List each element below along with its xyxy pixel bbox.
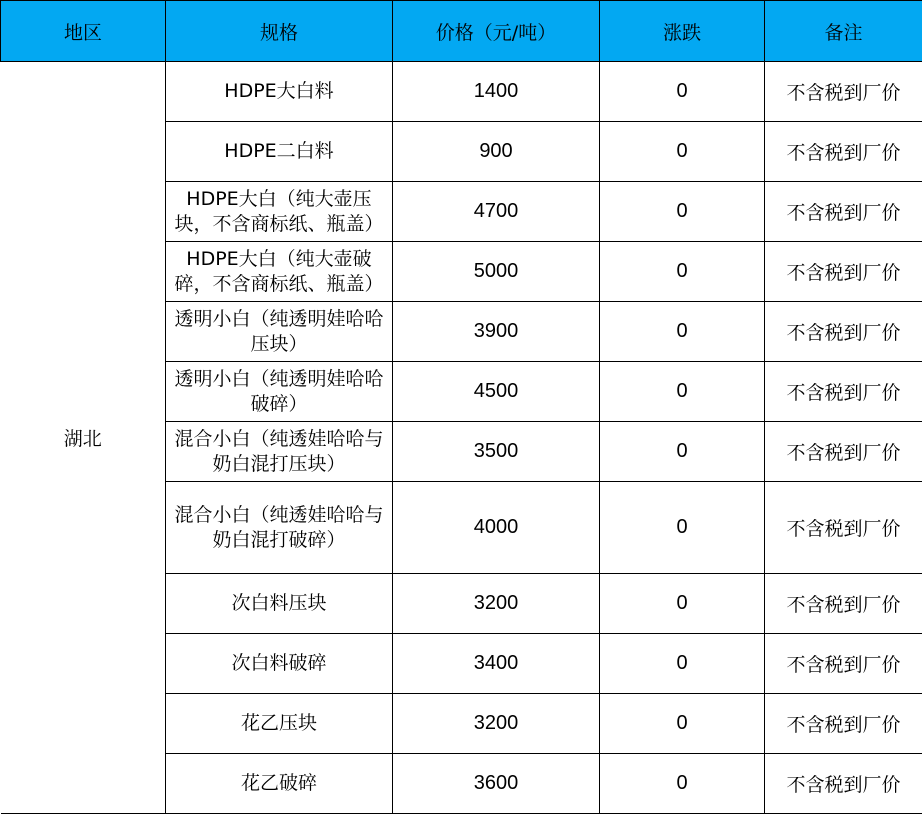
spec-text: 透明小白（纯透明娃哈哈压块） — [172, 307, 386, 357]
note-cell: 不含税到厂价 — [765, 422, 922, 482]
spec-cell — [166, 362, 393, 422]
spec-text: 次白料压块 — [172, 591, 386, 616]
header-spec: 规格 — [166, 1, 393, 62]
price-cell: 3400 — [393, 634, 600, 694]
table-row — [1, 62, 922, 122]
change-cell: 0 — [600, 62, 765, 122]
spec-text: 透明小白（纯透明娃哈哈破碎） — [172, 367, 386, 417]
price-cell: 3900 — [393, 302, 600, 362]
spec-text: HDPE二白料 — [172, 139, 386, 164]
spec-cell — [166, 122, 393, 182]
price-cell: 3200 — [393, 694, 600, 754]
header-region: 地区 — [1, 1, 166, 62]
spec-cell — [166, 182, 393, 242]
price-cell: 4500 — [393, 362, 600, 422]
spec-text: 混合小白（纯透娃哈哈与奶白混打破碎） — [172, 503, 386, 553]
header-change: 涨跌 — [600, 1, 765, 62]
spec-text: 花乙破碎 — [172, 771, 386, 796]
spec-text: HDPE大白（纯大壶压块，不含商标纸、瓶盖） — [172, 187, 386, 237]
note-cell: 不含税到厂价 — [765, 62, 922, 122]
header-note: 备注 — [765, 1, 922, 62]
change-cell: 0 — [600, 754, 765, 814]
spec-text: 花乙压块 — [172, 711, 386, 736]
note-cell: 不含税到厂价 — [765, 242, 922, 302]
spec-text: HDPE大白料 — [172, 79, 386, 104]
spec-cell — [166, 694, 393, 754]
spec-cell — [166, 634, 393, 694]
price-cell: 4700 — [393, 182, 600, 242]
change-cell: 0 — [600, 362, 765, 422]
spec-cell — [166, 242, 393, 302]
note-cell: 不含税到厂价 — [765, 694, 922, 754]
spec-cell — [166, 574, 393, 634]
note-cell: 不含税到厂价 — [765, 302, 922, 362]
spec-cell — [166, 62, 393, 122]
price-cell: 3600 — [393, 754, 600, 814]
note-cell: 不含税到厂价 — [765, 182, 922, 242]
change-cell: 0 — [600, 122, 765, 182]
note-cell: 不含税到厂价 — [765, 634, 922, 694]
price-cell: 4000 — [393, 482, 600, 574]
price-cell: 900 — [393, 122, 600, 182]
price-cell: 1400 — [393, 62, 600, 122]
price-cell: 3200 — [393, 574, 600, 634]
change-cell: 0 — [600, 242, 765, 302]
spec-text: 次白料破碎 — [172, 651, 386, 676]
spec-cell — [166, 302, 393, 362]
spec-text: HDPE大白（纯大壶破碎，不含商标纸、瓶盖） — [172, 247, 386, 297]
change-cell: 0 — [600, 694, 765, 754]
change-cell: 0 — [600, 634, 765, 694]
spec-cell — [166, 482, 393, 574]
region-cell: 湖北 — [1, 62, 166, 814]
note-cell: 不含税到厂价 — [765, 362, 922, 422]
note-cell: 不含税到厂价 — [765, 122, 922, 182]
spec-text: 混合小白（纯透娃哈哈与奶白混打压块） — [172, 427, 386, 477]
header-row — [1, 1, 922, 62]
change-cell: 0 — [600, 182, 765, 242]
note-cell: 不含税到厂价 — [765, 754, 922, 814]
change-cell: 0 — [600, 302, 765, 362]
note-cell: 不含税到厂价 — [765, 574, 922, 634]
change-cell: 0 — [600, 574, 765, 634]
change-cell: 0 — [600, 422, 765, 482]
spec-cell — [166, 754, 393, 814]
price-cell: 5000 — [393, 242, 600, 302]
header-price: 价格（元/吨） — [393, 1, 600, 62]
change-cell: 0 — [600, 482, 765, 574]
note-cell: 不含税到厂价 — [765, 482, 922, 574]
price-cell: 3500 — [393, 422, 600, 482]
spec-cell — [166, 422, 393, 482]
